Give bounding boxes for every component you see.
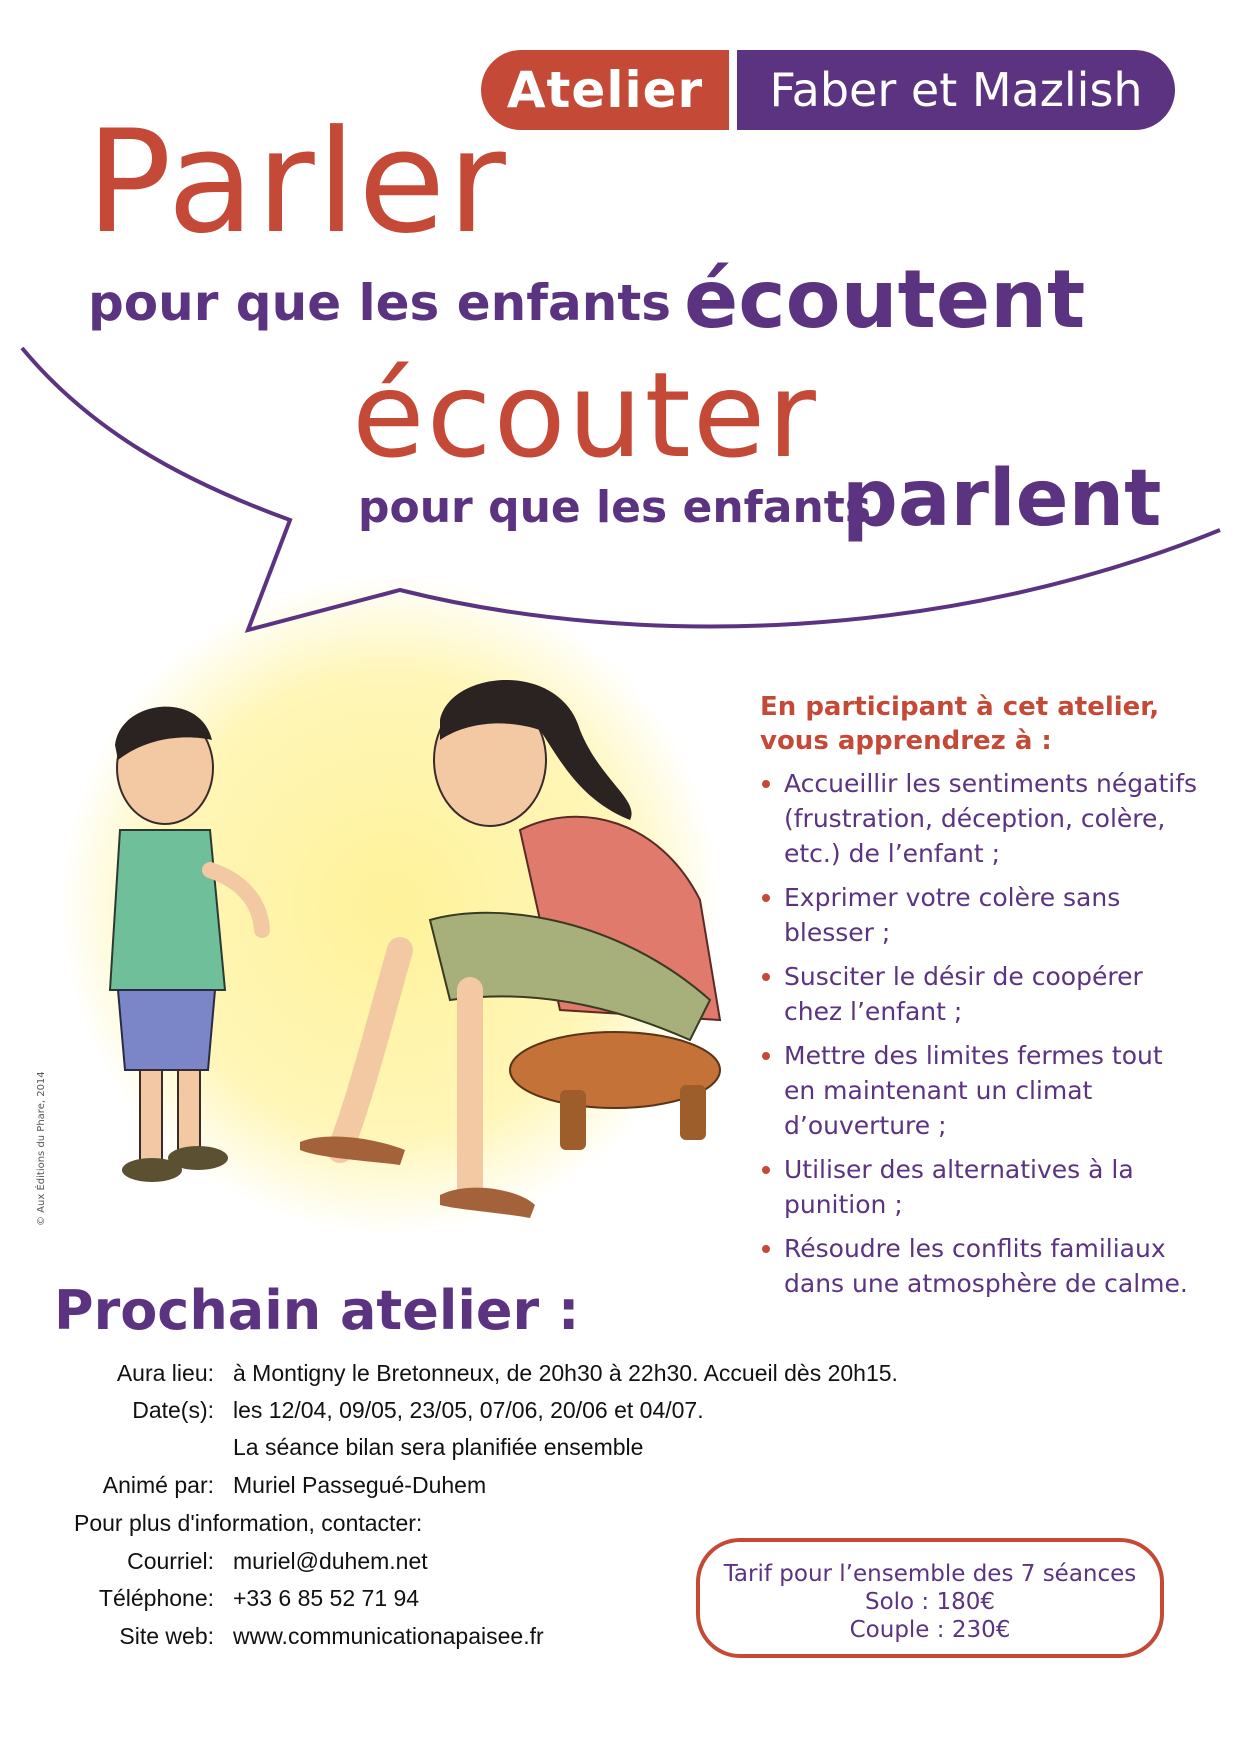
- benefit-item: Susciter le désir de coopérer chez l’enfant ;: [760, 959, 1200, 1029]
- pricing-title: Tarif pour l’ensemble des 7 séances: [723, 1561, 1137, 1587]
- title-parler: Parler: [86, 100, 508, 265]
- info-label: Animé par:: [102, 1472, 214, 1498]
- pricing-solo: Solo : 180€: [864, 1589, 996, 1615]
- copyright-notice: © Aux Éditions du Phare, 2014: [36, 1071, 47, 1226]
- subtitle-1-big: écoutent: [684, 253, 1086, 346]
- info-value: Muriel Passegué-Duhem: [233, 1472, 487, 1498]
- info-value: à Montigny le Bretonneux, de 20h30 à 22h30. Accueil dès 20h15.: [233, 1360, 898, 1386]
- benefits-title: En participant à cet atelier, vous apprendrez à :: [760, 692, 1160, 756]
- pricing-couple: Couple : 230€: [849, 1617, 1011, 1643]
- benefit-item: Accueillir les sentiments négatifs (frustration, déception, colère, etc.) de l’enfant ;: [760, 766, 1200, 871]
- info-value: La séance bilan sera planifiée ensemble: [233, 1434, 644, 1460]
- benefit-item: Mettre des limites fermes tout en maintenant un climat d’ouverture ;: [760, 1038, 1200, 1143]
- atelier-badge: Atelier: [481, 50, 729, 130]
- pricing-box: [696, 1538, 1164, 1658]
- next-workshop-title: Prochain atelier :: [54, 1279, 580, 1342]
- email-link[interactable]: muriel@duhem.net: [233, 1548, 428, 1574]
- phone-number[interactable]: +33 6 85 52 71 94: [233, 1585, 420, 1611]
- info-label: Courriel:: [127, 1548, 214, 1574]
- subtitle-1-small: pour que les enfants: [88, 274, 671, 332]
- title-ecouter: écouter: [352, 346, 818, 484]
- info-row-contact-heading: [74, 1512, 422, 1535]
- subtitle-2-small: pour que les enfants: [358, 482, 872, 533]
- info-label: Aura lieu:: [116, 1360, 214, 1386]
- info-label: Pour plus d'information, contacter:: [74, 1510, 423, 1536]
- subtitle-2-big: parlent: [842, 454, 1162, 544]
- benefits-list: [760, 766, 1200, 1310]
- info-label: Téléphone:: [98, 1585, 214, 1611]
- authors-badge: Faber et Mazlish: [737, 50, 1175, 130]
- info-value: les 12/04, 09/05, 23/05, 07/06, 20/06 et 04/07.: [233, 1397, 704, 1423]
- benefit-item: Utiliser des alternatives à la punition ;: [760, 1152, 1200, 1222]
- website-link[interactable]: www.communicationapaisee.fr: [233, 1623, 544, 1649]
- benefit-item: Exprimer votre colère sans blesser ;: [760, 880, 1200, 950]
- info-label: Date(s):: [132, 1397, 214, 1423]
- info-label: Site web:: [119, 1623, 214, 1649]
- benefit-item: Résoudre les conflits familiaux dans une atmosphère de calme.: [760, 1231, 1200, 1301]
